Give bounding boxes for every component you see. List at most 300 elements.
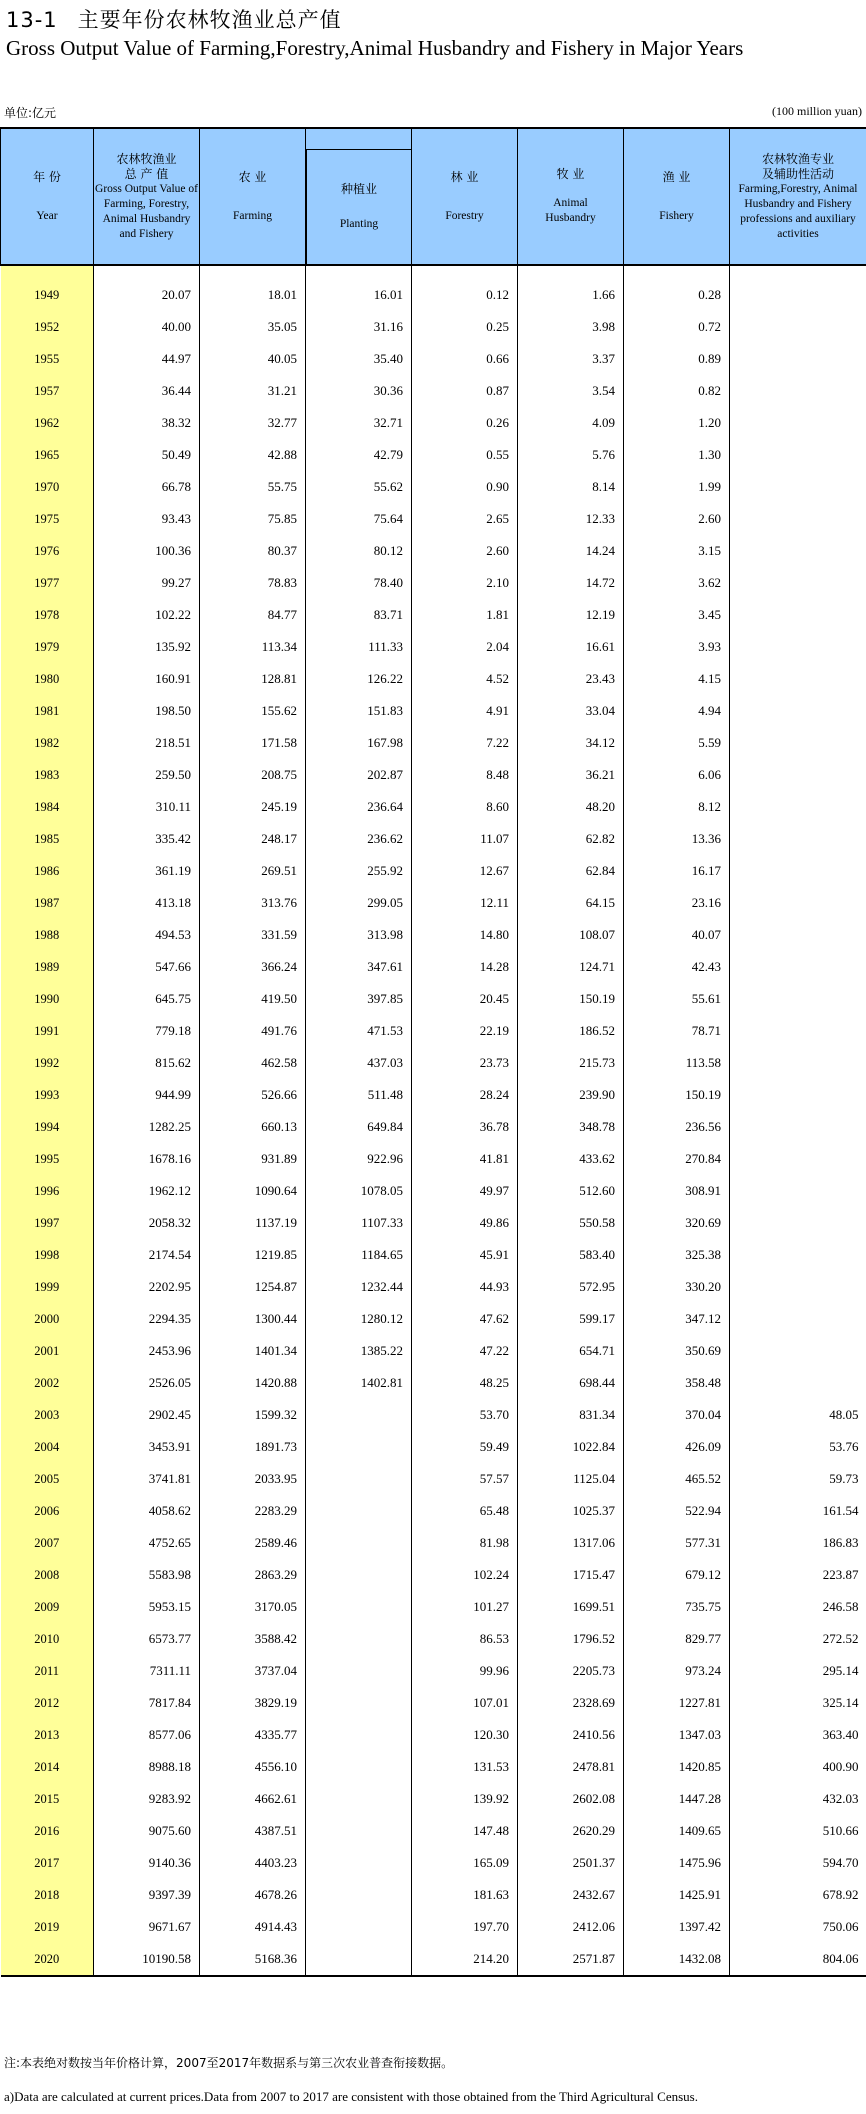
- cell-forestry: 36.78: [412, 1111, 518, 1143]
- table-row: [1, 727, 866, 759]
- cell-aux: [730, 567, 866, 599]
- cell-total: 38.32: [94, 407, 200, 439]
- cell-year: 1994: [1, 1111, 94, 1143]
- table-row: [1, 663, 866, 695]
- cell-planting: 1107.33: [306, 1207, 412, 1239]
- header-planting: [306, 128, 412, 265]
- cell-animal: 2328.69: [518, 1687, 624, 1719]
- cell-aux: [730, 759, 866, 791]
- cell-animal: 2478.81: [518, 1751, 624, 1783]
- cell-year: 2002: [1, 1367, 94, 1399]
- cell-total: 66.78: [94, 471, 200, 503]
- cell-forestry: 20.45: [412, 983, 518, 1015]
- cell-fishery: 3.93: [624, 631, 730, 663]
- cell-fishery: 358.48: [624, 1367, 730, 1399]
- cell-planting: [306, 1591, 412, 1623]
- header-total-en: Gross Output Value of Farming, Forestry, Animal Husbandry and Fishery: [95, 182, 198, 240]
- cell-year: 2004: [1, 1431, 94, 1463]
- cell-animal: 2620.29: [518, 1815, 624, 1847]
- cell-animal: 1.66: [518, 279, 624, 311]
- cell-animal: 48.20: [518, 791, 624, 823]
- cell-total: 218.51: [94, 727, 200, 759]
- table-row: [1, 1207, 866, 1239]
- cell-forestry: 86.53: [412, 1623, 518, 1655]
- cell-animal: 1796.52: [518, 1623, 624, 1655]
- cell-fishery: 347.12: [624, 1303, 730, 1335]
- cell-forestry: 101.27: [412, 1591, 518, 1623]
- cell-planting: [306, 1847, 412, 1879]
- cell-planting: 202.87: [306, 759, 412, 791]
- cell-animal: 572.95: [518, 1271, 624, 1303]
- cell-fishery: 16.17: [624, 855, 730, 887]
- cell-fishery: 350.69: [624, 1335, 730, 1367]
- cell-farming: 1891.73: [200, 1431, 306, 1463]
- cell-fishery: 1.30: [624, 439, 730, 471]
- cell-year: 1989: [1, 951, 94, 983]
- cell-aux: [730, 535, 866, 567]
- cell-aux: [730, 855, 866, 887]
- cell-year: 1985: [1, 823, 94, 855]
- cell-planting: [306, 1527, 412, 1559]
- cell-total: 8988.18: [94, 1751, 200, 1783]
- cell-forestry: 12.67: [412, 855, 518, 887]
- cell-forestry: 197.70: [412, 1911, 518, 1943]
- cell-planting: 511.48: [306, 1079, 412, 1111]
- header-year-en: Year: [36, 209, 58, 222]
- table-row: [1, 919, 866, 951]
- cell-forestry: 4.52: [412, 663, 518, 695]
- cell-animal: 2410.56: [518, 1719, 624, 1751]
- cell-planting: 126.22: [306, 663, 412, 695]
- table-row: [1, 503, 866, 535]
- cell-aux: [730, 791, 866, 823]
- cell-total: 44.97: [94, 343, 200, 375]
- cell-year: 2008: [1, 1559, 94, 1591]
- cell-forestry: 0.55: [412, 439, 518, 471]
- cell-planting: 16.01: [306, 279, 412, 311]
- cell-forestry: 214.20: [412, 1943, 518, 1976]
- cell-planting: 111.33: [306, 631, 412, 663]
- cell-fishery: 1432.08: [624, 1943, 730, 1976]
- cell-forestry: 99.96: [412, 1655, 518, 1687]
- cell-animal: 36.21: [518, 759, 624, 791]
- title-cn-text: 主要年份农林牧渔业总产值: [77, 8, 342, 32]
- cell-total: 102.22: [94, 599, 200, 631]
- cell-fishery: 1.20: [624, 407, 730, 439]
- header-aux-en: Farming,Forestry, Animal Husbandry and Fishery professions and auxiliary activities: [738, 182, 858, 240]
- cell-year: 2009: [1, 1591, 94, 1623]
- cell-farming: 1420.88: [200, 1367, 306, 1399]
- cell-year: 1980: [1, 663, 94, 695]
- unit-label-en: (100 million yuan): [772, 104, 862, 118]
- cell-planting: 347.61: [306, 951, 412, 983]
- table-row: [1, 1655, 866, 1687]
- cell-aux: 272.52: [822, 1631, 859, 1646]
- table-row: [1, 1175, 866, 1207]
- cell-animal: 1025.37: [518, 1495, 624, 1527]
- cell-forestry: 0.66: [412, 343, 518, 375]
- cell-planting: 55.62: [306, 471, 412, 503]
- cell-planting: 30.36: [306, 375, 412, 407]
- cell-animal: 348.78: [518, 1111, 624, 1143]
- cell-year: 1991: [1, 1015, 94, 1047]
- table-row: [1, 1367, 866, 1399]
- cell-forestry: 28.24: [412, 1079, 518, 1111]
- cell-year: 1962: [1, 407, 94, 439]
- cell-aux: [730, 727, 866, 759]
- cell-planting: 1078.05: [306, 1175, 412, 1207]
- cell-forestry: 59.49: [412, 1431, 518, 1463]
- cell-total: 413.18: [94, 887, 200, 919]
- table-row: [1, 1399, 866, 1431]
- cell-planting: [306, 1431, 412, 1463]
- table-row: [1, 791, 866, 823]
- cell-farming: 208.75: [200, 759, 306, 791]
- table-row: [1, 567, 866, 599]
- cell-year: 1997: [1, 1207, 94, 1239]
- cell-forestry: 49.97: [412, 1175, 518, 1207]
- cell-year: 2010: [1, 1623, 94, 1655]
- cell-forestry: 139.92: [412, 1783, 518, 1815]
- cell-aux: 363.40: [822, 1727, 859, 1742]
- cell-animal: 3.54: [518, 375, 624, 407]
- cell-planting: 313.98: [306, 919, 412, 951]
- table-row: [1, 1751, 866, 1783]
- table-row: [1, 631, 866, 663]
- cell-farming: 2283.29: [200, 1495, 306, 1527]
- cell-year: 1981: [1, 695, 94, 727]
- cell-fishery: 1.99: [624, 471, 730, 503]
- cell-forestry: 65.48: [412, 1495, 518, 1527]
- cell-farming: 313.76: [200, 887, 306, 919]
- cell-animal: 3.98: [518, 311, 624, 343]
- cell-forestry: 23.73: [412, 1047, 518, 1079]
- cell-planting: 299.05: [306, 887, 412, 919]
- cell-animal: 124.71: [518, 951, 624, 983]
- cell-year: 1982: [1, 727, 94, 759]
- cell-farming: 1599.32: [200, 1399, 306, 1431]
- cell-fishery: 320.69: [624, 1207, 730, 1239]
- cell-year: 1957: [1, 375, 94, 407]
- cell-forestry: 0.26: [412, 407, 518, 439]
- table-row: [1, 1303, 866, 1335]
- unit-label-cn: 单位:亿元: [4, 106, 57, 120]
- cell-aux: [730, 1207, 866, 1239]
- cell-planting: 236.62: [306, 823, 412, 855]
- cell-total: 50.49: [94, 439, 200, 471]
- cell-fishery: 735.75: [624, 1591, 730, 1623]
- cell-year: 1952: [1, 311, 94, 343]
- cell-year: 2006: [1, 1495, 94, 1527]
- header-fishery-en: Fishery: [659, 209, 694, 222]
- table-row: [1, 1591, 866, 1623]
- header-farming: [200, 128, 306, 265]
- cell-animal: 239.90: [518, 1079, 624, 1111]
- table-row: [1, 1719, 866, 1751]
- cell-farming: 4403.23: [200, 1847, 306, 1879]
- cell-fishery: 0.89: [624, 343, 730, 375]
- cell-year: 1955: [1, 343, 94, 375]
- cell-forestry: 147.48: [412, 1815, 518, 1847]
- table-row: [1, 1911, 866, 1943]
- cell-fishery: 1409.65: [624, 1815, 730, 1847]
- cell-fishery: 55.61: [624, 983, 730, 1015]
- cell-aux: 48.05: [829, 1407, 859, 1422]
- cell-fishery: 4.94: [624, 695, 730, 727]
- cell-planting: [306, 1559, 412, 1591]
- cell-forestry: 49.86: [412, 1207, 518, 1239]
- cell-planting: 236.64: [306, 791, 412, 823]
- header-aux-cn: 农林牧渔专业 及辅助性活动: [761, 151, 834, 181]
- cell-total: 4058.62: [94, 1495, 200, 1527]
- cell-farming: 3170.05: [200, 1591, 306, 1623]
- cell-planting: 1232.44: [306, 1271, 412, 1303]
- cell-forestry: 0.87: [412, 375, 518, 407]
- cell-year: 1992: [1, 1047, 94, 1079]
- cell-year: 2001: [1, 1335, 94, 1367]
- cell-forestry: 57.57: [412, 1463, 518, 1495]
- cell-total: 2902.45: [94, 1399, 200, 1431]
- table-row: [1, 535, 866, 567]
- cell-year: 1975: [1, 503, 94, 535]
- cell-farming: 245.19: [200, 791, 306, 823]
- cell-fishery: 40.07: [624, 919, 730, 951]
- cell-planting: 35.40: [306, 343, 412, 375]
- cell-total: 3741.81: [94, 1463, 200, 1495]
- cell-year: 1984: [1, 791, 94, 823]
- cell-forestry: 120.30: [412, 1719, 518, 1751]
- cell-total: 2058.32: [94, 1207, 200, 1239]
- cell-aux: [730, 1143, 866, 1175]
- cell-year: 2012: [1, 1687, 94, 1719]
- cell-fishery: 236.56: [624, 1111, 730, 1143]
- cell-farming: 1300.44: [200, 1303, 306, 1335]
- cell-forestry: 165.09: [412, 1847, 518, 1879]
- cell-planting: 437.03: [306, 1047, 412, 1079]
- cell-year: 1976: [1, 535, 94, 567]
- cell-aux: [730, 919, 866, 951]
- cell-year: 2000: [1, 1303, 94, 1335]
- cell-planting: [306, 1751, 412, 1783]
- cell-total: 1962.12: [94, 1175, 200, 1207]
- cell-total: 2174.54: [94, 1239, 200, 1271]
- cell-animal: 1715.47: [518, 1559, 624, 1591]
- cell-forestry: 0.25: [412, 311, 518, 343]
- cell-fishery: 577.31: [624, 1527, 730, 1559]
- cell-farming: 113.34: [200, 631, 306, 663]
- cell-planting: 1402.81: [306, 1367, 412, 1399]
- cell-total: 99.27: [94, 567, 200, 599]
- cell-farming: 491.76: [200, 1015, 306, 1047]
- cell-farming: 4678.26: [200, 1879, 306, 1911]
- cell-fishery: 1420.85: [624, 1751, 730, 1783]
- cell-year: 2003: [1, 1399, 94, 1431]
- cell-total: 259.50: [94, 759, 200, 791]
- cell-total: 100.36: [94, 535, 200, 567]
- cell-total: 9671.67: [94, 1911, 200, 1943]
- cell-year: 1977: [1, 567, 94, 599]
- cell-year: 1999: [1, 1271, 94, 1303]
- cell-planting: [306, 1815, 412, 1847]
- cell-planting: [306, 1399, 412, 1431]
- cell-total: 36.44: [94, 375, 200, 407]
- cell-farming: 4387.51: [200, 1815, 306, 1847]
- cell-animal: 12.19: [518, 599, 624, 631]
- cell-farming: 40.05: [200, 343, 306, 375]
- cell-fishery: 4.15: [624, 663, 730, 695]
- cell-farming: 3829.19: [200, 1687, 306, 1719]
- cell-farming: 75.85: [200, 503, 306, 535]
- cell-total: 815.62: [94, 1047, 200, 1079]
- cell-total: 9283.92: [94, 1783, 200, 1815]
- cell-farming: 660.13: [200, 1111, 306, 1143]
- cell-year: 1995: [1, 1143, 94, 1175]
- cell-total: 2526.05: [94, 1367, 200, 1399]
- cell-forestry: 2.65: [412, 503, 518, 535]
- cell-total: 944.99: [94, 1079, 200, 1111]
- cell-animal: 62.84: [518, 855, 624, 887]
- cell-forestry: 22.19: [412, 1015, 518, 1047]
- cell-total: 5583.98: [94, 1559, 200, 1591]
- cell-animal: 3.37: [518, 343, 624, 375]
- cell-animal: 1317.06: [518, 1527, 624, 1559]
- cell-animal: 16.61: [518, 631, 624, 663]
- cell-animal: 33.04: [518, 695, 624, 727]
- cell-fishery: 0.28: [624, 279, 730, 311]
- table-row: [1, 1111, 866, 1143]
- cell-aux: [730, 1079, 866, 1111]
- cell-animal: 14.72: [518, 567, 624, 599]
- cell-farming: 2589.46: [200, 1527, 306, 1559]
- cell-planting: 31.16: [306, 311, 412, 343]
- cell-forestry: 2.10: [412, 567, 518, 599]
- table-number: 13-1: [6, 8, 58, 32]
- cell-farming: 84.77: [200, 599, 306, 631]
- cell-aux: 325.14: [822, 1695, 859, 1710]
- cell-forestry: 44.93: [412, 1271, 518, 1303]
- cell-year: 2018: [1, 1879, 94, 1911]
- cell-aux: [730, 1111, 866, 1143]
- cell-total: 1282.25: [94, 1111, 200, 1143]
- cell-total: 547.66: [94, 951, 200, 983]
- cell-fishery: 42.43: [624, 951, 730, 983]
- cell-farming: 1219.85: [200, 1239, 306, 1271]
- cell-animal: 2432.67: [518, 1879, 624, 1911]
- cell-aux: [730, 599, 866, 631]
- cell-planting: 397.85: [306, 983, 412, 1015]
- cell-year: 1979: [1, 631, 94, 663]
- cell-aux: [730, 887, 866, 919]
- cell-farming: 4556.10: [200, 1751, 306, 1783]
- cell-forestry: 131.53: [412, 1751, 518, 1783]
- cell-forestry: 8.60: [412, 791, 518, 823]
- cell-fishery: 426.09: [624, 1431, 730, 1463]
- cell-year: 1988: [1, 919, 94, 951]
- cell-animal: 12.33: [518, 503, 624, 535]
- cell-planting: [306, 1911, 412, 1943]
- cell-total: 9397.39: [94, 1879, 200, 1911]
- table-row: [1, 1783, 866, 1815]
- cell-planting: 83.71: [306, 599, 412, 631]
- cell-aux: [730, 279, 866, 311]
- cell-aux: [730, 343, 866, 375]
- cell-fishery: 5.59: [624, 727, 730, 759]
- cell-total: 779.18: [94, 1015, 200, 1047]
- cell-year: 2011: [1, 1655, 94, 1687]
- table-row: [1, 1943, 866, 1976]
- cell-forestry: 181.63: [412, 1879, 518, 1911]
- cell-forestry: 53.70: [412, 1399, 518, 1431]
- cell-planting: 1385.22: [306, 1335, 412, 1367]
- cell-total: 10190.58: [94, 1943, 200, 1976]
- header-planting-cn: 种植业: [340, 182, 377, 196]
- cell-forestry: 7.22: [412, 727, 518, 759]
- cell-forestry: 48.25: [412, 1367, 518, 1399]
- page-title-cn: [6, 4, 342, 34]
- cell-fishery: 1447.28: [624, 1783, 730, 1815]
- cell-animal: 2412.06: [518, 1911, 624, 1943]
- cell-forestry: 2.60: [412, 535, 518, 567]
- cell-year: 1970: [1, 471, 94, 503]
- table-row: [1, 1559, 866, 1591]
- cell-farming: 128.81: [200, 663, 306, 695]
- cell-fishery: 23.16: [624, 887, 730, 919]
- cell-animal: 512.60: [518, 1175, 624, 1207]
- cell-aux: 295.14: [822, 1663, 859, 1678]
- cell-fishery: 13.36: [624, 823, 730, 855]
- cell-farming: 155.62: [200, 695, 306, 727]
- cell-animal: 583.40: [518, 1239, 624, 1271]
- cell-planting: 151.83: [306, 695, 412, 727]
- cell-forestry: 11.07: [412, 823, 518, 855]
- cell-farming: 3737.04: [200, 1655, 306, 1687]
- cell-animal: 64.15: [518, 887, 624, 919]
- cell-forestry: 107.01: [412, 1687, 518, 1719]
- spacer-row: [1, 265, 866, 279]
- footnote-cn: 注:本表绝对数按当年价格计算，2007至2017年数据系与第三次农业普查衔接数据。: [4, 2056, 454, 2070]
- cell-farming: 2863.29: [200, 1559, 306, 1591]
- cell-aux: [730, 1335, 866, 1367]
- cell-total: 2453.96: [94, 1335, 200, 1367]
- header-aux: [730, 128, 866, 265]
- cell-forestry: 14.28: [412, 951, 518, 983]
- cell-forestry: 0.90: [412, 471, 518, 503]
- cell-farming: 5168.36: [200, 1943, 306, 1976]
- table-row: [1, 1239, 866, 1271]
- table-row: [1, 1463, 866, 1495]
- cell-fishery: 78.71: [624, 1015, 730, 1047]
- cell-forestry: 81.98: [412, 1527, 518, 1559]
- table-row: [1, 951, 866, 983]
- cell-aux: 510.66: [822, 1823, 859, 1838]
- cell-planting: [306, 1687, 412, 1719]
- table-row: [1, 279, 866, 311]
- cell-aux: [730, 503, 866, 535]
- cell-aux: 804.06: [730, 1943, 866, 1976]
- cell-planting: [306, 1719, 412, 1751]
- cell-aux: [730, 375, 866, 407]
- cell-fishery: 3.15: [624, 535, 730, 567]
- cell-planting: 471.53: [306, 1015, 412, 1047]
- header-year: [1, 128, 94, 265]
- cell-total: 20.07: [94, 279, 200, 311]
- cell-animal: 2205.73: [518, 1655, 624, 1687]
- cell-animal: 14.24: [518, 535, 624, 567]
- cell-planting: [306, 1655, 412, 1687]
- table-row: [1, 375, 866, 407]
- cell-year: 1965: [1, 439, 94, 471]
- cell-farming: 1401.34: [200, 1335, 306, 1367]
